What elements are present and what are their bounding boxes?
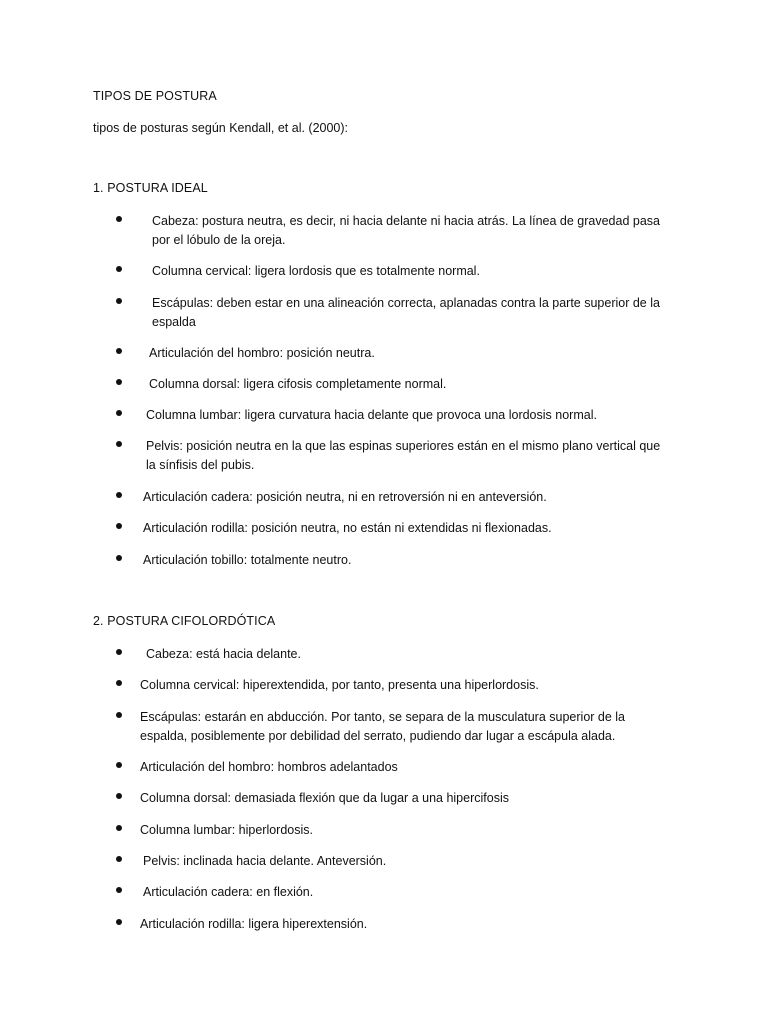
list-item-text: Articulación rodilla: ligera hiperextensión. bbox=[140, 917, 368, 931]
list-item-text: Columna lumbar: ligera curvatura hacia delante que provoca una lordosis normal. bbox=[146, 408, 597, 422]
bullet-icon bbox=[116, 649, 122, 655]
list-item-text: Articulación rodilla: posición neutra, no están ni extendidas ni flexionadas. bbox=[143, 521, 552, 535]
list-item-text: Columna cervical: hiperextendida, por tanto, presenta una hiperlordosis. bbox=[140, 678, 539, 692]
bullet-icon bbox=[116, 555, 122, 561]
list-item-text: Articulación del hombro: hombros adelantados bbox=[140, 760, 398, 774]
list-item-text: Columna dorsal: ligera cifosis completamente normal. bbox=[149, 377, 447, 391]
bullet-icon bbox=[116, 523, 122, 529]
list-item-text: Articulación del hombro: posición neutra. bbox=[149, 346, 375, 360]
bullet-icon bbox=[116, 793, 122, 799]
bullet-icon bbox=[116, 266, 122, 272]
list-item-text: Cabeza: está hacia delante. bbox=[146, 647, 301, 661]
bullet-icon bbox=[116, 825, 122, 831]
bullet-icon bbox=[116, 216, 122, 222]
bullet-icon bbox=[116, 379, 122, 385]
document-title: TIPOS DE POSTURA bbox=[93, 89, 217, 103]
bullet-icon bbox=[116, 348, 122, 354]
bullet-icon bbox=[116, 492, 122, 498]
bullet-icon bbox=[116, 712, 122, 718]
bullet-icon bbox=[116, 441, 122, 447]
list-item-text: Articulación cadera: posición neutra, ni en retroversión ni en anteversión. bbox=[143, 490, 547, 504]
document-intro: tipos de posturas según Kendall, et al. (2000): bbox=[93, 121, 349, 135]
bullet-icon bbox=[116, 856, 122, 862]
list-item-text: Columna dorsal: demasiada flexión que da lugar a una hipercifosis bbox=[140, 791, 509, 805]
list-item-text: Pelvis: posición neutra en la que las espinas superiores están en el mismo plano vertical que la sínfisis del pubis. bbox=[146, 439, 661, 472]
bullet-icon bbox=[116, 680, 122, 686]
bullet-icon bbox=[116, 410, 122, 416]
bullet-icon bbox=[116, 887, 122, 893]
section-heading-ideal: 1. POSTURA IDEAL bbox=[93, 181, 208, 195]
bullet-icon bbox=[116, 298, 122, 304]
list-item-text: Escápulas: estarán en abducción. Por tanto, se separa de la musculatura superior de la espalda, posiblemente por debilidad del serrato, pudiendo dar lugar a escápula alada. bbox=[140, 710, 626, 743]
section-heading-cifolordotica: 2. POSTURA CIFOLORDÓTICA bbox=[93, 614, 276, 628]
list-item-text: Columna cervical: ligera lordosis que es totalmente normal. bbox=[152, 264, 480, 278]
list-item-text: Pelvis: inclinada hacia delante. Anteversión. bbox=[143, 854, 387, 868]
list-item-text: Columna lumbar: hiperlordosis. bbox=[140, 823, 313, 837]
bullet-icon bbox=[116, 919, 122, 925]
list-item-text: Cabeza: postura neutra, es decir, ni hacia delante ni hacia atrás. La línea de gravedad pasa por el lóbulo de la oreja. bbox=[152, 214, 660, 247]
bullet-icon bbox=[116, 762, 122, 768]
list-item-text: Articulación cadera: en flexión. bbox=[143, 885, 314, 899]
list-item-text: Articulación tobillo: totalmente neutro. bbox=[143, 553, 352, 567]
list-item-text: Escápulas: deben estar en una alineación correcta, aplanadas contra la parte superior de la espalda bbox=[152, 296, 660, 329]
